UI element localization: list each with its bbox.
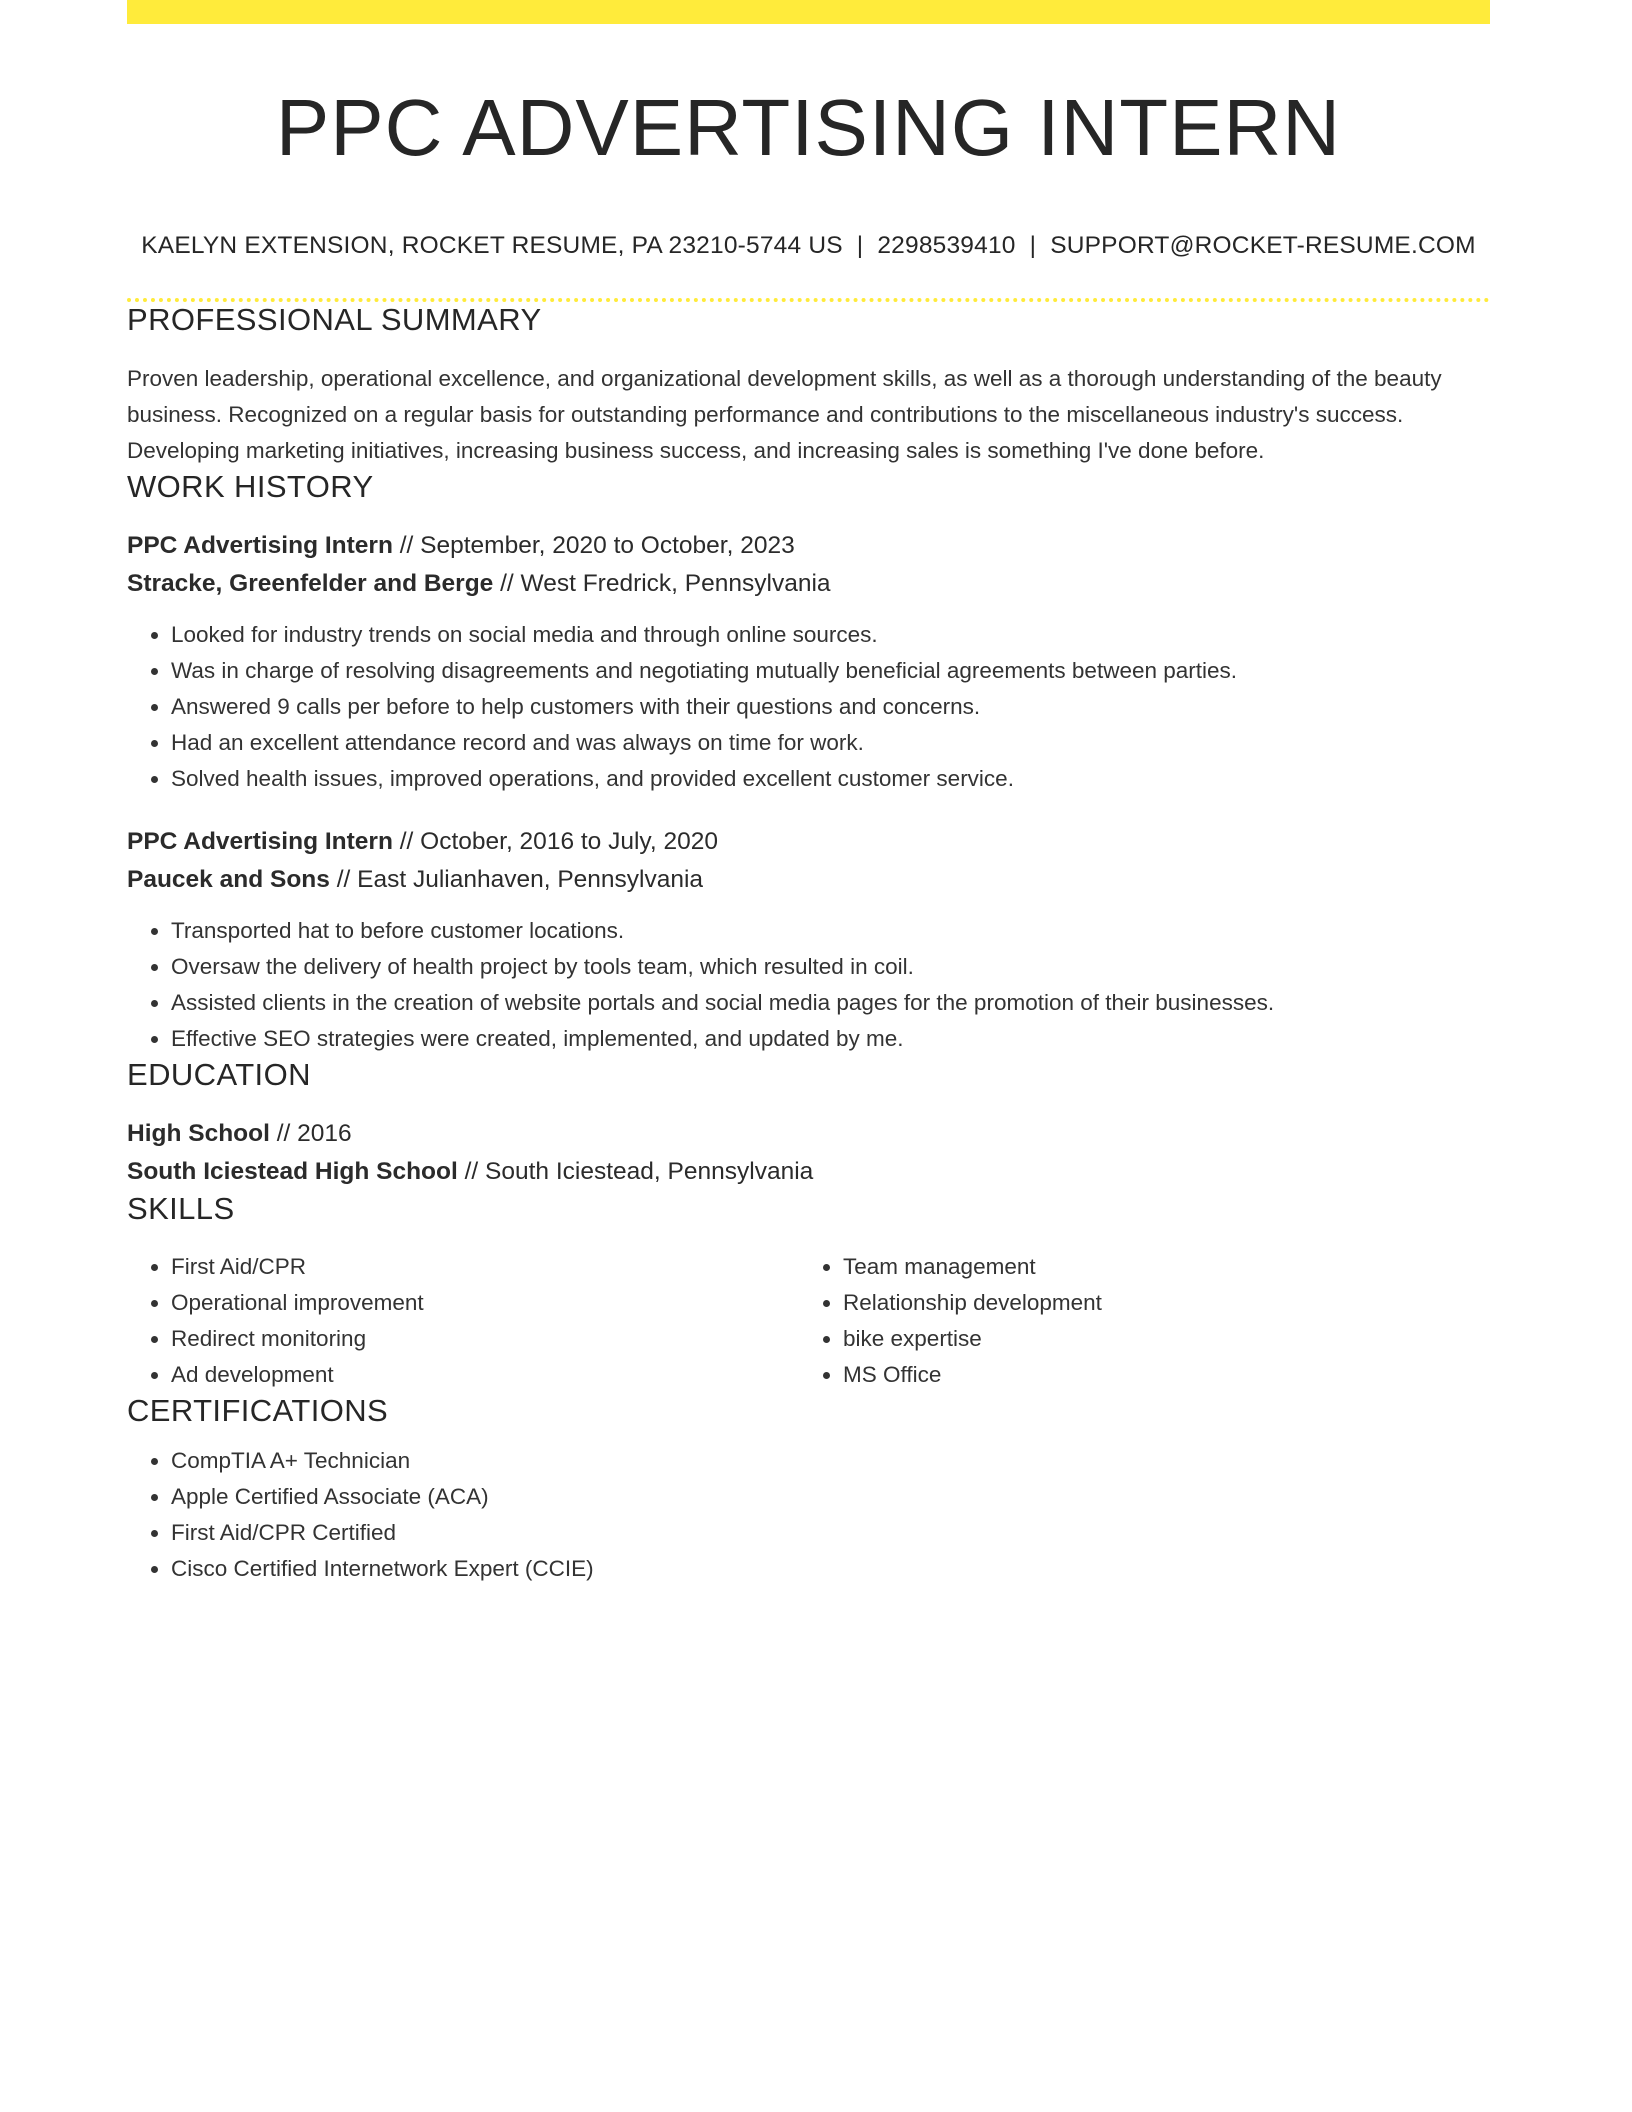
degree: High School — [127, 1120, 270, 1147]
job-bullet: • Assisted clients in the creation of website portals and social media pages for the promotion of their businesses. — [171, 985, 1490, 1021]
job-bullet: • Looked for industry trends on social media and through online sources. — [171, 617, 1490, 653]
company-line — [127, 565, 1490, 603]
school-line — [127, 1153, 1490, 1191]
skill-item: • Redirect monitoring — [171, 1321, 799, 1357]
company-name: Stracke, Greenfelder and Berge — [127, 570, 494, 597]
job-title-line — [127, 823, 1490, 861]
job-bullet: • Had an excellent attendance record and was always on time for work. — [171, 725, 1490, 761]
contact-separator: | — [1029, 232, 1037, 259]
skill-item: • Ad development — [171, 1357, 799, 1393]
job-bullet: • Oversaw the delivery of health project by tools team, which resulted in coil. — [171, 949, 1490, 985]
summary-text: Proven leadership, operational excellence, and organizational development skills, as well as a thorough understanding of the beauty business. Recognized on a regular basis for outstanding performance and contributions to the miscellaneous industry's success. Developing marketing initiatives, increasing business success, and increasing sales is something I've done before. — [127, 366, 1442, 463]
certifications-list — [127, 1443, 1490, 1587]
skill-item: • Team management — [843, 1249, 1471, 1285]
certification-item: • Apple Certified Associate (ACA) — [171, 1479, 1490, 1515]
company-location: // West Fredrick, Pennsylvania — [493, 570, 831, 597]
resume-name: PPC ADVERTISING INTERN — [275, 83, 1342, 172]
job-title: PPC Advertising Intern — [127, 828, 393, 855]
school-location: // South Iciestead, Pennsylvania — [457, 1158, 814, 1185]
skills-grid — [127, 1249, 1490, 1393]
company-line — [127, 861, 1490, 899]
work-history-heading: WORK HISTORY — [127, 469, 374, 504]
contact-separator: | — [856, 232, 864, 259]
job-bullet: • Effective SEO strategies were created, implemented, and updated by me. — [171, 1021, 1490, 1057]
job-entry — [127, 823, 1490, 1057]
certification-item: • First Aid/CPR Certified — [171, 1515, 1490, 1551]
job-bullet: • Answered 9 calls per before to help customers with their questions and concerns. — [171, 689, 1490, 725]
job-title: PPC Advertising Intern — [127, 532, 393, 559]
contact-phone: 2298539410 — [877, 232, 1016, 259]
skill-item: • bike expertise — [843, 1321, 1471, 1357]
contact-address: KAELYN EXTENSION, ROCKET RESUME, PA 23210-5744 US — [141, 232, 843, 259]
job-entry — [127, 527, 1490, 797]
job-bullets — [127, 617, 1490, 797]
company-name: Paucek and Sons — [127, 866, 330, 893]
skill-item: • MS Office — [843, 1357, 1471, 1393]
contact-email: SUPPORT@ROCKET-RESUME.COM — [1050, 232, 1476, 259]
job-bullet: • Was in charge of resolving disagreements and negotiating mutually beneficial agreements between parties. — [171, 653, 1490, 689]
skill-item: • Relationship development — [843, 1285, 1471, 1321]
graduation-year: // 2016 — [269, 1120, 352, 1147]
degree-line — [127, 1115, 1490, 1153]
certification-item: • Cisco Certified Internetwork Expert (CCIE) — [171, 1551, 1490, 1587]
job-bullet: • Solved health issues, improved operations, and provided excellent customer service. — [171, 761, 1490, 797]
skills-column-left — [127, 1249, 799, 1393]
job-dates: // October, 2016 to July, 2020 — [392, 828, 718, 855]
skill-item: • Operational improvement — [171, 1285, 799, 1321]
job-title-line — [127, 527, 1490, 565]
job-dates: // September, 2020 to October, 2023 — [392, 532, 795, 559]
job-bullet: • Transported hat to before customer locations. — [171, 913, 1490, 949]
accent-top-bar — [127, 0, 1490, 24]
skill-item: • First Aid/CPR — [171, 1249, 799, 1285]
company-location: // East Julianhaven, Pennsylvania — [329, 866, 704, 893]
school-name: South Iciestead High School — [127, 1158, 458, 1185]
summary-heading: PROFESSIONAL SUMMARY — [127, 302, 542, 337]
skills-column-right — [799, 1249, 1471, 1393]
contact-line — [127, 232, 1490, 260]
certification-item: • CompTIA A+ Technician — [171, 1443, 1490, 1479]
skills-heading: SKILLS — [127, 1191, 235, 1226]
education-entry — [127, 1115, 1490, 1191]
job-bullets — [127, 913, 1490, 1057]
certifications-heading: CERTIFICATIONS — [127, 1393, 389, 1428]
resume-page — [127, 0, 1490, 1587]
education-heading: EDUCATION — [127, 1057, 311, 1092]
